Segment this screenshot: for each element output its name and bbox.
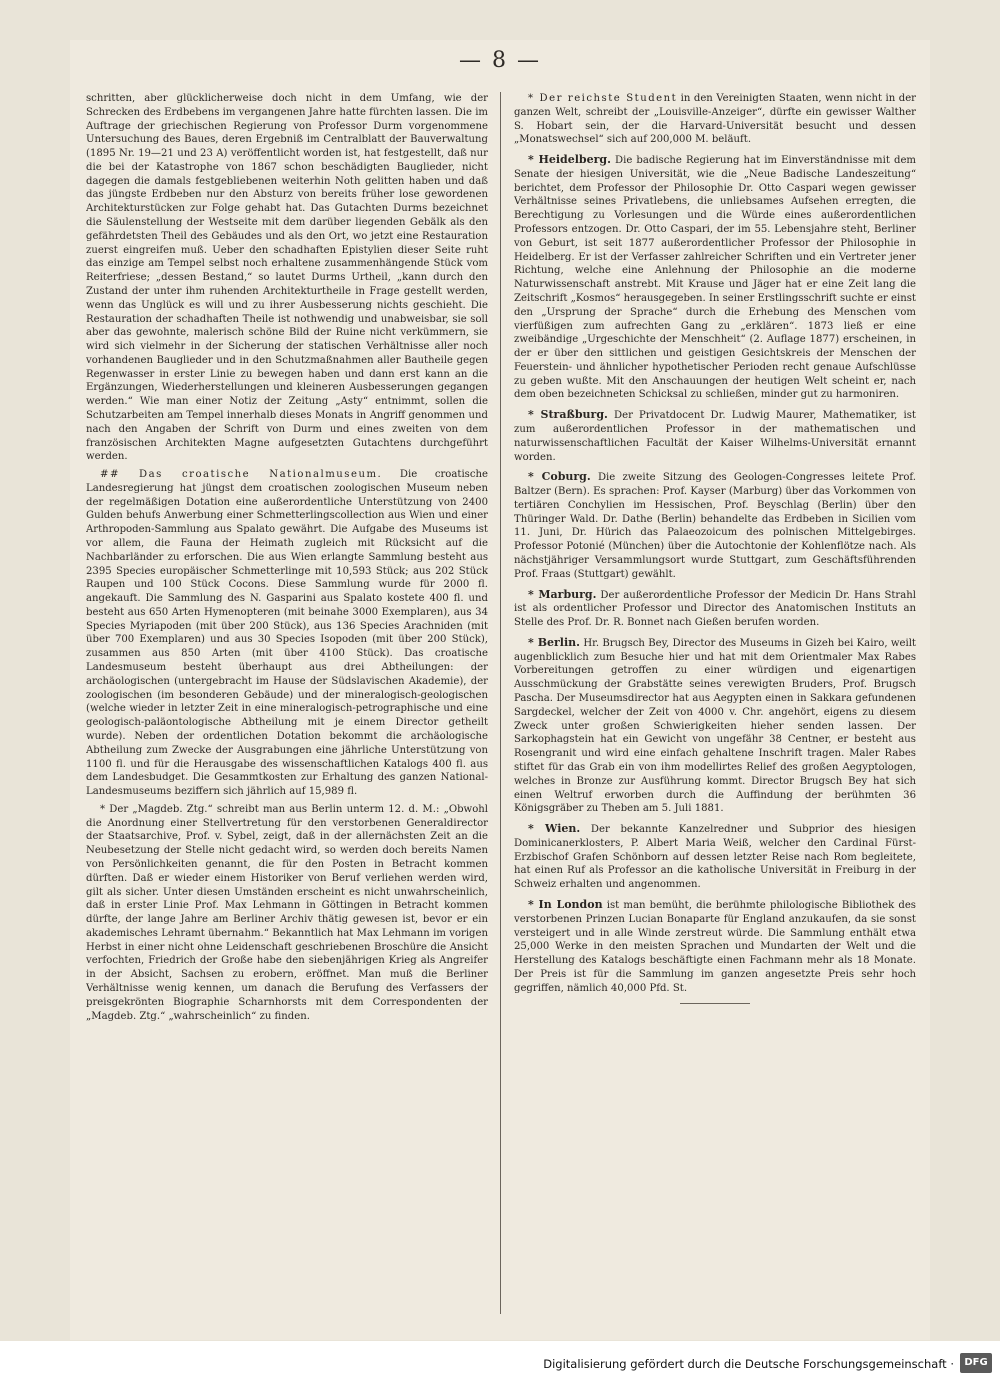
article-coburg: * Coburg. Die zweite Sitzung des Geologen-Congresses leitete Prof. Baltzer (Bern). Es sprachen: Prof. Kayser (Marburg) über das Vorkommen von tertiären Conchylien im Hessischen, Prof. Beyschlag (Berlin) über den Thüringer Wald. Dr. Dathe (Berlin) behandelte das Erdbeben in Sicilien vom 11. Juni, Dr. Hürich das Palaeozoicum des polnischen Mittelgebirges. Professor Potonié (München) über die Autochtonie der Kohlenflötze nach. Als nächstjähriger Versammlungsort wurde Stuttgart, zum Geschäftsführenden Prof. Fraas (Stuttgart) gewählt. — [514, 470, 916, 580]
article-lead: * Marburg. — [528, 587, 597, 601]
article-parthenon-continued: schritten, aber glücklicherweise doch nicht in dem Umfang, wie der Schrecken des Erdbebens im vergangenen Jahre hatte fürchten lassen. Die im Auftrage der griechischen Regierung von Professor Durm vorgenommene Untersuchung des Baues, deren Ergebniß im Centralblatt der Bauverwaltung (1895 Nr. 19—21 und 23 A) veröffentlicht worden ist, hat festgestellt, daß nur die bei der Katastrophe von 1867 schon beschädigten Bauglieder, nicht dagegen die damals festgebliebenen weiterhin Noth gelitten haben und daß das jüngste Erdbeben nur den Absturz von bereits früher lose gewordenen Architekturstücken zur Folge gehabt hat. Das Gutachten Durms bezeichnet die Säulenstellung der Westseite mit dem darüber liegenden Gebälk als den gefährdetsten Theil des Gebäudes und als den Ort, wo jetzt eine Restauration zuerst eingreifen muß. Ueber den schadhaften Epistylien dieser Seite ruht das einzige am Tempel selbst noch erhaltene zusammenhängende Stück vom Reiterfriese; „dessen Bestand,“ so lautet Durms Urtheil, „kann durch den Zustand der unter ihm ruhenden Architekturtheile in Frage gestellt werden, wenn das Unglück es will und zu ihrer Ausbesserung nichts geschieht. Die Restauration der schadhaften Theile ist nothwendig und unabweisbar, sie soll aber das gewohnte, malerisch schöne Bild der Ruine nicht verkümmern, sie wird sich vielmehr in der Sicherung der statischen Verhältnisse aller noch vorhandenen Bauglieder und in den Schutzmaßnahmen aller Bautheile gegen Regenwasser in erster Linie zu bewegen haben und dann erst kann an die Ergänzungen, Wiederherstellungen und kleineren Ausbesserungen gegangen werden.“ Wie man einer Notiz der Zeitung „Asty“ entnimmt, sollen die Schutzarbeiten am Tempel innerhalb dieses Monats in Angriff genommen und nach den Angaben der Schrift von Durm und eines zweiten von dem französischen Architekten Magne aufgesetzten Gutachtens durchgeführt werden. — [86, 93, 488, 463]
article-marburg: * Marburg. Der außerordentliche Professor der Medicin Dr. Hans Strahl ist als ordentlicher Professor und Director des Anatomischen Instituts an Stelle des Prof. Dr. R. Bonnet nach Gießen berufen worden. — [514, 587, 916, 629]
newspaper-page — [70, 40, 930, 1340]
article-lead: * Coburg. — [528, 470, 591, 484]
funding-notice: Digitalisierung gefördert durch die Deutsche Forschungsgemeinschaft · — [543, 1357, 954, 1371]
article-lead: * Straßburg. — [528, 408, 608, 422]
article-heidelberg: * Heidelberg. Die badische Regierung hat im Einverständnisse mit dem Senate der hiesigen Universität, wie die „Neue Badische Landeszeitung“ berichtet, dem Professor der Philosophie Dr. Otto Caspari wegen gewisser Verhältnisse seines Privatlebens, die unliebsames Aufsehen erregten, die Berechtigung zu Vorlesungen und die Würde eines außerordentlichen Professors entzogen. Dr. Otto Caspari, der im 55. Lebensjahre steht, Berliner von Geburt, ist seit 1877 außerordentlicher Professor der Philosophie in Heidelberg. Er ist der Verfasser zahlreicher Schriften und ein Vertreter jener Richtung, welche eine Anlehnung der Philosophie an die moderne Naturwissenschaft anstrebt. Mit Krause und Jäger hat er eine Zeit lang die Zeitschrift „Kosmos“ herausgegeben. In seiner Erstlingsschrift suchte er einst den „Ursprung der Sprache“ durch die Erhebung des Menschen vom vierfüßigen zum aufrechten Gang zu „erklären“. 1873 ließ er eine zweibändige „Urgeschichte der Menschheit“ (2. Auflage 1877) erscheinen, in der er über den sittlichen und geistigen Gesichtskreis der Menschen der Feuerstein- und ähnlicher hypothetischer Perioden recht genaue Aufschlüsse zu geben wußte. Mit den Anschauungen der heutigen Welt scheint er, nach dem oben bezeichneten Schicksal zu schließen, minder gut zu harmoniren. — [514, 153, 916, 401]
article-lead: * Der „Magdeb. Ztg.“ — [100, 803, 213, 815]
article-lead: * Berlin. — [528, 635, 580, 649]
article-berlin: * Berlin. Hr. Brugsch Bey, Director des Museums in Gizeh bei Kairo, weilt augenblicklich zum Besuche hier und hat mit dem Orientmaler Max Rabes Vorbereitungen getroffen zu einer würdigen und eigenartigen Ausschmückung der Grabstätte seines verewigten Bruders, Prof. Brugsch Pascha. Der Museumsdirector hat aus Aegypten einen in Sakkara gefundenen Sargdeckel, welcher der Zeit von 4000 v. Chr. angehört, eigens zu diesem Zweck unter großen Schwierigkeiten hieher senden lassen. Der Sarkophagstein hat ein Gewicht von ungefähr 38 Centner, er besteht aus Rosengranit und wird eine einfach gehaltene Inschrift tragen. Maler Rabes stiftet für das Grab ein von ihm modellirtes Relief des großen Aegyptologen, welches in Bronze zur Ausführung kommt. Director Brugsch Bey hat sich einen Weltruf erworben durch die Auffindung der berühmten 36 Königsgräber zu Theben am 5. Juli 1881. — [514, 635, 916, 815]
article-lead: * In London — [528, 897, 603, 911]
footer-bar — [0, 1341, 1000, 1389]
article-lead: ## Das croatische Nationalmuseum. — [100, 469, 383, 481]
article-wien: * Wien. Der bekannte Kanzelredner und Subprior des hiesigen Dominicanerklosters, P. Albert Maria Weiß, welcher den Cardinal Fürst-Erzbischof Grafen Schönborn auf dessen letzter Reise nach Rom begleitete, hat einen Ruf als Professor an die katholische Universität in Freiburg in der Schweiz erhalten und angenommen. — [514, 822, 916, 891]
article-lead: * Der reichste Student — [528, 93, 678, 104]
dfg-logo-icon: DFG — [960, 1353, 992, 1373]
article-lead: * Heidelberg. — [528, 153, 611, 167]
article-richest-student: * Der reichste Student in den Vereinigten Staaten, wenn nicht in der ganzen Welt, schreibt der „Louisville-Anzeiger“, dürfte ein gewisser Walther S. Hobart sein, der die Harvard-Universität besucht und dessen „Monatswechsel“ sich auf 200,000 M. beläuft. — [514, 93, 916, 146]
end-rule — [680, 1003, 750, 1004]
article-magdeburg-zeitung: * Der „Magdeb. Ztg.“ schreibt man aus Berlin unterm 12. d. M.: „Obwohl die Anordnung einer Stellvertretung für den verstorbenen Generaldirector der Staatsarchive, Prof. v. Sybel, zeigt, daß in der allernächsten Zeit an die Neubesetzung der Stelle nicht gedacht wird, so werden doch bereits Namen von Persönlichkeiten genannt, die für den Posten in Betracht kommen dürften. Daß er wieder einem Historiker von Beruf verliehen werden wird, gilt als sicher. Unter diesen Umständen erscheint es nicht unwahrscheinlich, daß in erster Linie Prof. Max Lehmann in Göttingen in Betracht kommen dürfte, der lange Jahre am Berliner Archiv thätig gewesen ist, bevor er ein akademisches Lehramt übernahm.“ Bekanntlich hat Max Lehmann im vorigen Herbst in einer nicht ohne Leidenschaft geschriebenen Broschüre die Ansicht verfochten, Friedrich der Große habe den siebenjährigen Krieg als Angreifer in der Absicht, Sachsen zu erobern, eröffnet. Man muß die Berliner Verhältnisse wenig kennen, um danach die Berufung des Verfassers der preisgekrönten Biographie Scharnhorsts mit dem Correspondenten der „Magdeb. Ztg.“ „wahrscheinlich“ zu finden. — [86, 803, 488, 1022]
column-divider — [500, 92, 501, 1314]
article-london: * In London ist man bemüht, die berühmte philologische Bibliothek des verstorbenen Prinzen Lucian Bonaparte für England anzukaufen, da sie sonst versteigert und in alle Winde zerstreut würde. Die Sammlung enthält etwa 25,000 Werke in den meisten Sprachen und Mundarten der Welt und die Herstellung des Katalogs beschäftigte einen Fachmann mehr als 18 Monate. Der Preis ist für die Sammlung im ganzen angesetzte Preis sehr hoch gegriffen, nämlich 40,000 Pfd. St. — [514, 897, 916, 994]
left-column — [86, 92, 488, 1317]
article-lead: * Wien. — [528, 822, 581, 836]
article-croatian-museum: ## Das croatische Nationalmuseum. Die croatische Landesregierung hat jüngst dem croatischen zoologischen Museum neben der regelmäßigen Dotation eine außerordentliche Unterstützung von 2400 Gulden behufs Anwerbung einer Schmetterlingscollection aus Wien und einer Arthropoden-Sammlung aus Spalato gewährt. Die Aufgabe des Museums ist vor allem, die Fauna der Heimath zugleich mit Rücksicht auf die Nachbarländer zu erforschen. Die aus Wien erlangte Sammlung besteht aus 2395 Species europäischer Schmetterlinge mit 10,593 Stück; aus 202 Stück Raupen und 100 Stück Cocons. Diese Sammlung wurde für 2000 fl. angekauft. Die Sammlung des N. Gasparini aus Spalato kostete 400 fl. und besteht aus 650 Arten Hymenopteren (mit beinahe 3000 Exemplaren), aus 34 Species Myriapoden (mit über 200 Stück), aus 136 Species Arachniden (mit über 700 Exemplaren) und aus 30 Species Isopoden (mit über 200 Stück), zusammen aus 850 Arten (mit über 4100 Stück). Das croatische Landesmuseum besteht überhaupt aus drei Abtheilungen: der archäologischen (untergebracht im Hause der Südslavischen Akademie), der zoologischen (im besonderen Gebäude) und der mineralogisch-geologischen (welche wieder in letzter Zeit in eine mineralogisch-petrographische und eine geologisch-paläontologische Abtheilung mit je einem Director getheilt wurde). Neben der ordentlichen Dotation bekommt die archäologische Abtheilung zum Zwecke der Ausgrabungen eine jährliche Unterstützung von 1100 fl. und für die Herausgabe des wissenschaftlichen Katalogs 400 fl. aus dem Landesbudget. Die Gesammtkosten zur Erhaltung des ganzen National-Landesmuseums beziffern sich jährlich auf 15,989 fl. — [86, 469, 488, 798]
article-strassburg: * Straßburg. Der Privatdocent Dr. Ludwig Maurer, Mathematiker, ist zum außerordentlichen Professor in der mathematischen und naturwissenschaftlichen Facultät der Kaiser Wilhelms-Universität ernannt worden. — [514, 408, 916, 463]
page-number: — 8 — — [459, 48, 541, 73]
right-column — [514, 92, 916, 1317]
